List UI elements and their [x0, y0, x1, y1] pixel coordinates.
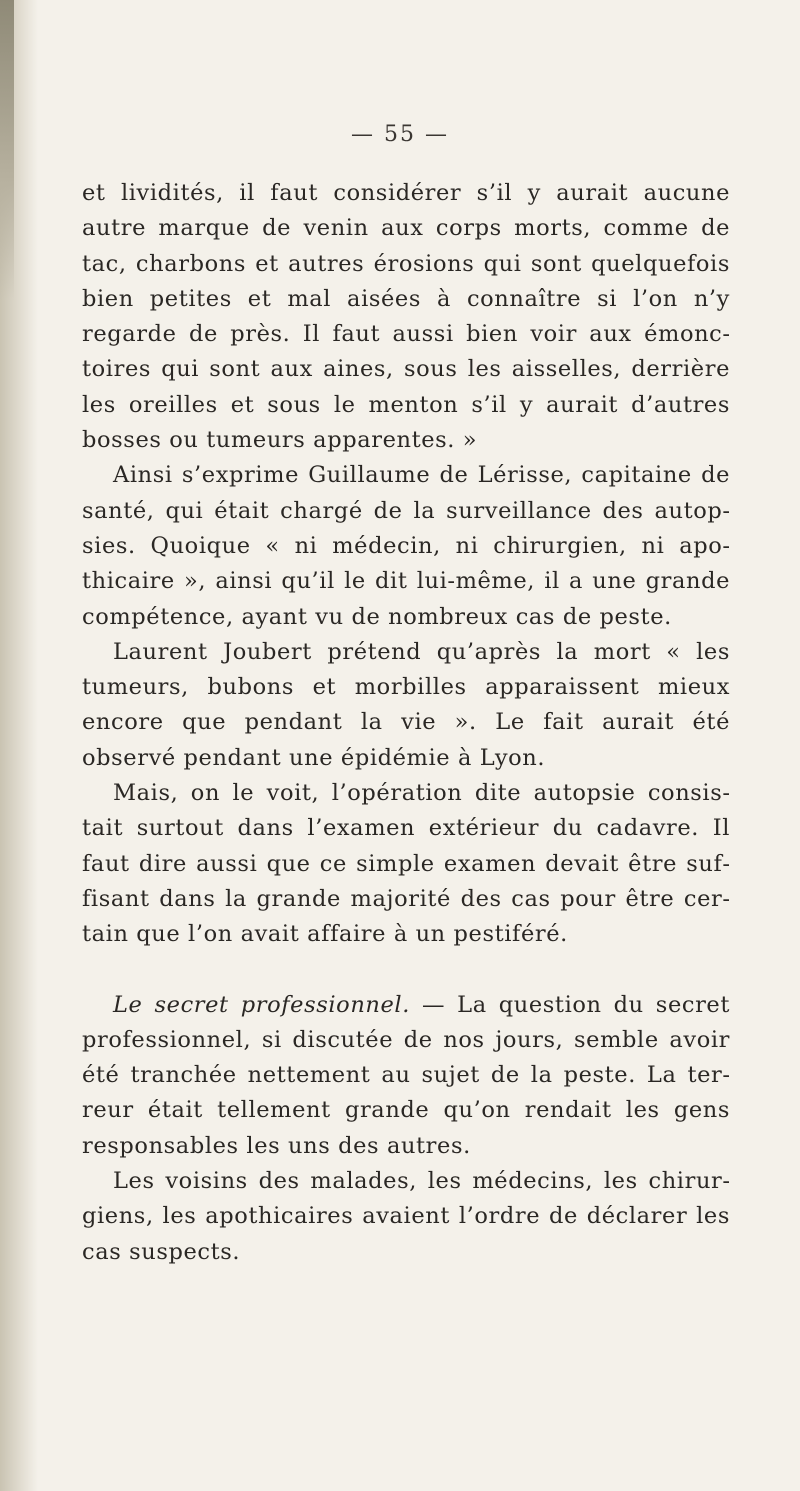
body-text: [82, 176, 730, 1270]
section-gap: [82, 953, 730, 988]
section-separator: —: [409, 991, 458, 1018]
section-title: Le secret professionnel.: [113, 991, 410, 1018]
paragraph-4: Mais, on le voit, l’opération dite autopsie consistait surtout dans l’examen extérieur du cadavre. Il faut dire aussi que ce simple examen devait être suffisant dans la grande majorité des cas pour être certain que l’on avait affaire à un pestiféré.: [82, 780, 730, 948]
page-number: — 55 —: [351, 122, 449, 147]
section-paragraph: [82, 988, 730, 1164]
paragraph-3: Laurent Joubert prétend qu’après la mort « les tumeurs, bubons et morbilles apparaissent mieux encore que pendant la vie ». Le fait aurait été observé pendant une épidémie à Lyon.: [82, 638, 730, 771]
section-body: La question du secret professionnel, si discutée de nos jours, semble avoir été tranchée nettement au sujet de la peste. La terreur était tellement grande qu’on rendait les gens responsables les uns des autres.: [82, 991, 730, 1159]
paragraph-2: Ainsi s’exprime Guillaume de Lérisse, capitaine de santé, qui était chargé de la surveillance des autopsies. Quoique « ni médecin, ni chirurgien, ni apothicaire », ainsi qu’il le dit lui-même, il a une grande compétence, ayant vu de nombreux cas de peste.: [82, 462, 730, 630]
paragraph-1: et lividités, il faut considérer s’il y aurait aucune autre marque de venin aux corps morts, comme de tac, charbons et autres érosions qui sont quelquefois bien petites et mal aisées à connaître si l’on n’y regarde de près. Il faut aussi bien voir aux émonctoires qui sont aux aines, sous les aisselles, derrière les oreilles et sous le menton s’il y aurait d’autres bosses ou tumeurs apparentes. »: [82, 180, 730, 454]
section-continuation: Les voisins des malades, les médecins, les chirurgiens, les apothicaires avaient l’ordre de déclarer les cas suspects.: [82, 1168, 730, 1265]
page-edge-binding: [0, 0, 14, 300]
